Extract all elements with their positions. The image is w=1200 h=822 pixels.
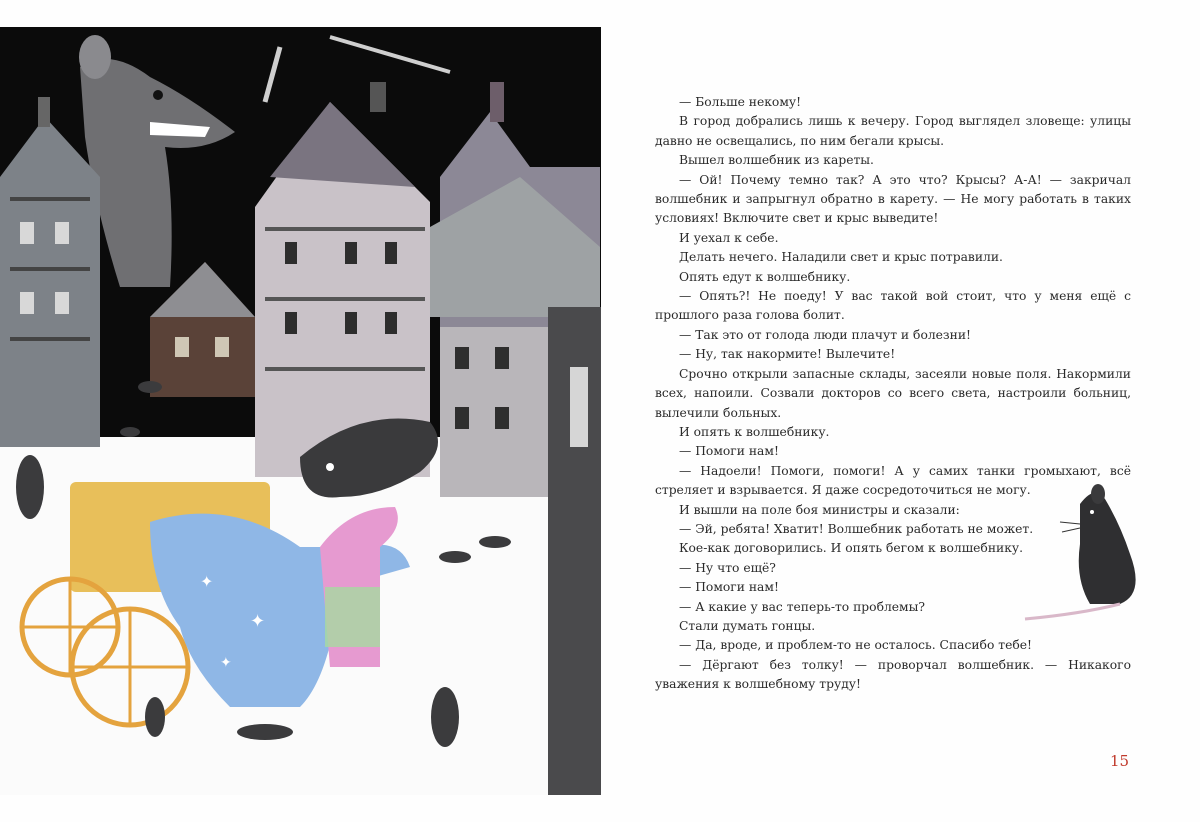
paragraph: Срочно открыли запасные склады, засеяли новые поля. Накормили всех, напоили. Созвали докторов со всего света, настроили больниц, вылечили больных. xyxy=(655,366,1131,420)
paragraph: Кое-как договорились. И опять бегом к волшебнику. xyxy=(679,541,1024,556)
paragraph: Опять едут к волшебнику. xyxy=(679,269,851,284)
paragraph: — Ой! Почему темно так? А это что? Крысы? А-А! — закричал волшебник и запрыгнул обратно в карету. — Не могу работать в таких условиях! Включите свет и крыс выведите! xyxy=(655,172,1131,226)
paragraph: Вышел волшебник из кареты. xyxy=(679,153,874,168)
paragraph: — Ну что ещё? xyxy=(679,560,776,575)
sitting-rat-illustration xyxy=(1020,484,1150,624)
paragraph: — Помоги нам! xyxy=(679,580,779,595)
paragraph: И уехал к себе. xyxy=(679,230,779,245)
page-number: 15 xyxy=(1110,752,1130,770)
paragraph: Делать нечего. Наладили свет и крыс потравили. xyxy=(679,250,1003,265)
paragraph: И вышли на поле боя министры и сказали: xyxy=(679,502,960,517)
paragraph: — Эй, ребята! Хватит! Волшебник работать не может. xyxy=(679,521,1034,536)
paragraph: — Больше некому! xyxy=(679,95,802,109)
paragraph: В город добрались лишь к вечеру. Город выглядел зловеще: улицы давно не освещались, по ним бегали крысы. xyxy=(655,114,1131,148)
svg-text:✦: ✦ xyxy=(220,656,232,671)
paragraph: — Да, вроде, и проблем-то не осталось. Спасибо тебе! xyxy=(679,638,1032,653)
paragraph: — Помоги нам! xyxy=(679,444,779,459)
paragraph: Стали думать гонцы. xyxy=(679,618,816,633)
svg-text:✦: ✦ xyxy=(250,611,266,631)
paragraph: И опять к волшебнику. xyxy=(679,424,830,439)
paragraph: — А какие у вас теперь-то проблемы? xyxy=(679,599,926,614)
paragraph: — Ну, так накормите! Вылечите! xyxy=(679,347,896,362)
illustration xyxy=(0,27,601,795)
paragraph: — Дёргают без толку! — проворчал волшебник. — Никакого уважения к волшебному труду! xyxy=(655,657,1131,692)
paragraph: — Опять?! Не поеду! У вас такой вой стоит, что у меня ещё с прошлого раза голова болит. xyxy=(655,289,1131,323)
paragraph: — Так это от голода люди плачут и болезни! xyxy=(679,327,971,342)
paragraph: — Надоели! Помоги, помоги! А у самих танки громыхают, всё стреляет и взрывается. Я даже сосредоточиться не могу. xyxy=(655,463,1131,498)
svg-text:✦: ✦ xyxy=(200,574,214,591)
